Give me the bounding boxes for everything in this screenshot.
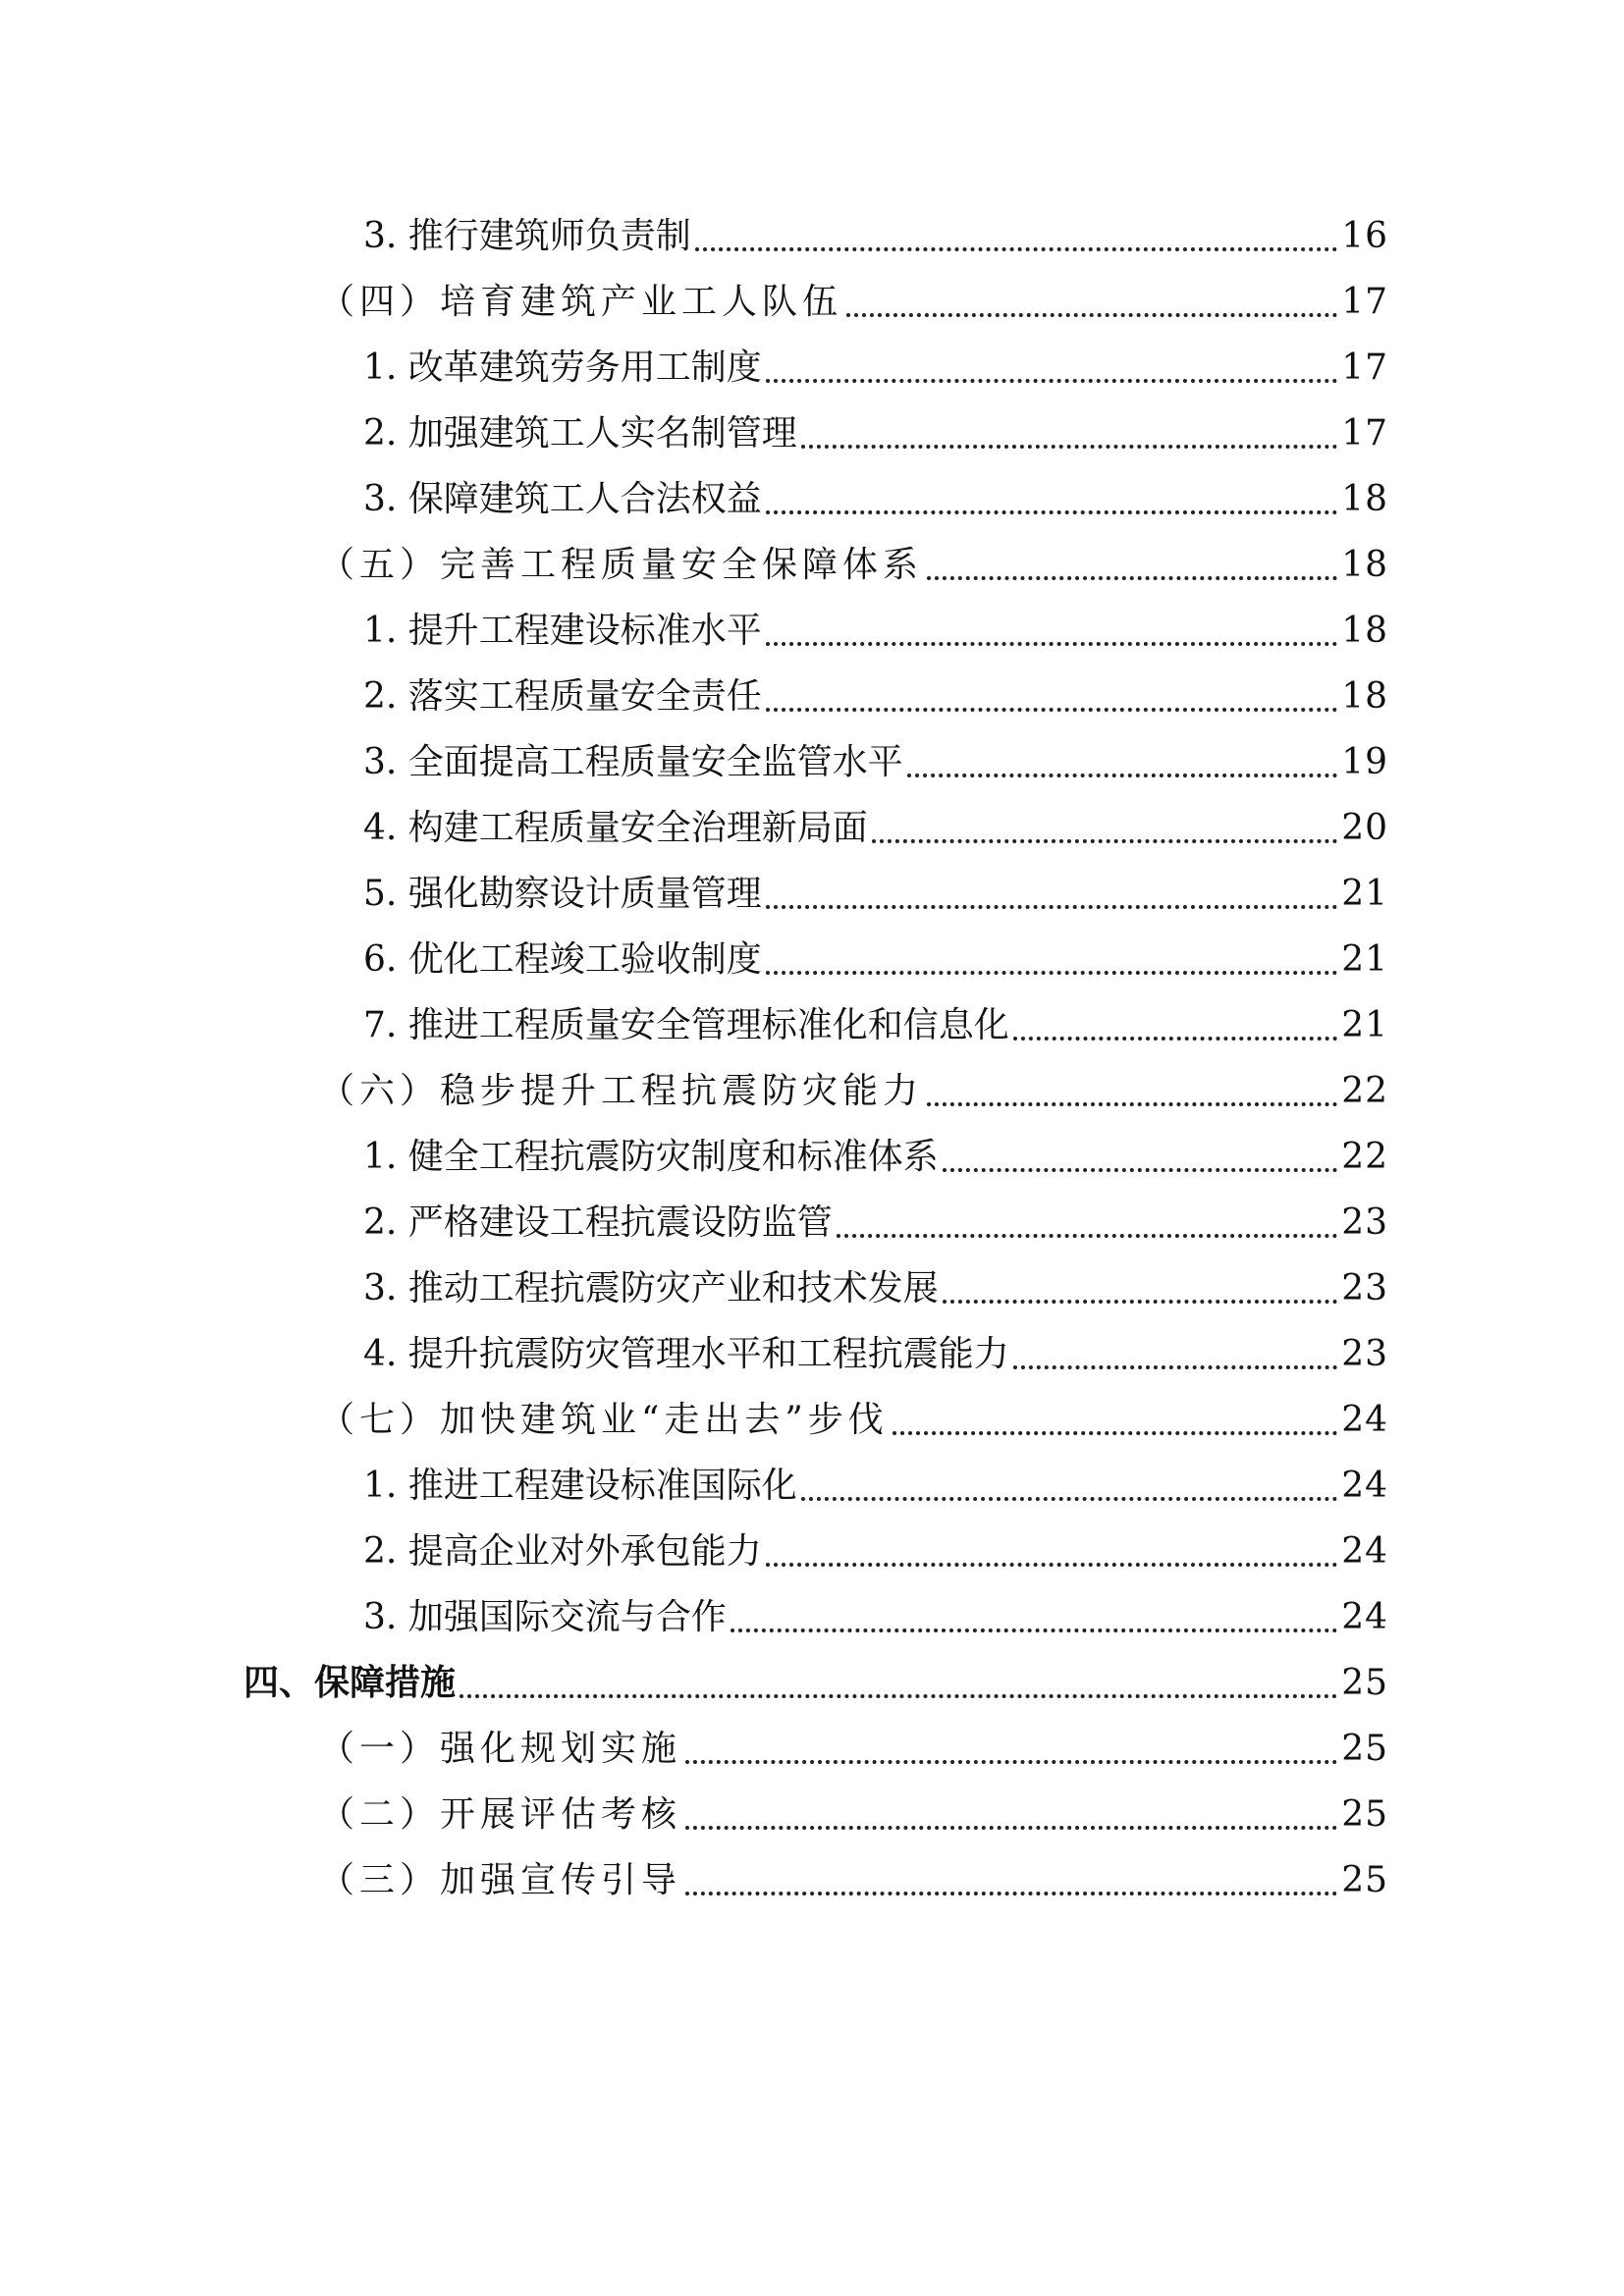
toc-page-number: 21 — [1341, 1005, 1388, 1045]
toc-entry-title: 1. 健全工程抗震防灾制度和标准体系 — [363, 1137, 939, 1177]
toc-leader-dots — [685, 1892, 1337, 1896]
toc-leader-dots — [766, 905, 1337, 909]
toc-leader-dots — [943, 1168, 1337, 1172]
toc-leader-dots — [766, 510, 1337, 514]
toc-page-number: 24 — [1341, 1597, 1388, 1637]
toc-entry-title: （四）培育建筑产业工人队伍 — [319, 282, 843, 322]
toc-entry-title: 6. 优化工程竣工验收制度 — [363, 939, 762, 980]
toc-entry-title: （七）加快建筑业“走出去”步伐 — [319, 1400, 889, 1440]
toc-page-number: 25 — [1341, 1794, 1388, 1835]
toc-page-number: 25 — [1341, 1860, 1388, 1900]
toc-entry-title: 7. 推进工程质量安全管理标准化和信息化 — [363, 1005, 1009, 1045]
toc-leader-dots — [695, 247, 1337, 251]
toc-page-number: 18 — [1341, 676, 1388, 717]
toc-entry-title: 2. 提高企业对外承包能力 — [363, 1531, 762, 1572]
toc-page-number: 24 — [1341, 1531, 1388, 1572]
toc-page-number: 18 — [1341, 611, 1388, 651]
toc-entry-title: 1. 改革建筑劳务用工制度 — [363, 347, 762, 388]
toc-entry — [319, 1845, 1388, 1904]
toc-page-number: 23 — [1341, 1334, 1388, 1374]
toc-leader-dots — [685, 1760, 1337, 1764]
toc-page-number: 17 — [1341, 347, 1388, 388]
toc-leader-dots — [927, 576, 1337, 580]
toc-leader-dots — [1013, 1037, 1337, 1041]
toc-entry-title: 1. 推进工程建设标准国际化 — [363, 1466, 797, 1506]
toc-page-number: 24 — [1341, 1400, 1388, 1440]
toc-entry-title: 四、保障措施 — [244, 1663, 457, 1703]
toc-entry-title: （五）完善工程质量安全保障体系 — [319, 545, 924, 585]
toc-page-number: 25 — [1341, 1663, 1388, 1703]
toc-entry-title: 4. 构建工程质量安全治理新局面 — [363, 808, 868, 848]
toc-entry — [363, 1319, 1388, 1378]
toc-entry-title: 3. 保障建筑工人合法权益 — [363, 479, 762, 519]
toc-entry-title: 3. 加强国际交流与合作 — [363, 1597, 727, 1637]
toc-page-number: 23 — [1341, 1202, 1388, 1243]
toc-entry — [363, 727, 1388, 786]
toc-leader-dots — [1013, 1365, 1337, 1369]
toc-leader-dots — [766, 971, 1337, 975]
toc-page-number: 18 — [1341, 545, 1388, 585]
toc-entry — [363, 1451, 1388, 1510]
toc-entry-title: 3. 推动工程抗震防灾产业和技术发展 — [363, 1268, 939, 1308]
toc-page-number: 21 — [1341, 874, 1388, 914]
toc-entry — [363, 662, 1388, 721]
toc-leader-dots — [893, 1431, 1337, 1435]
toc-entry — [319, 1385, 1388, 1444]
toc-entry — [363, 464, 1388, 523]
toc-entry — [363, 1254, 1388, 1312]
toc-entry — [363, 1517, 1388, 1575]
toc-page-number: 17 — [1341, 413, 1388, 454]
toc-entry — [363, 333, 1388, 392]
toc-page-number: 17 — [1341, 282, 1388, 322]
toc-leader-dots — [766, 642, 1337, 646]
toc-leader-dots — [766, 1563, 1337, 1567]
toc-page-number: 18 — [1341, 479, 1388, 519]
toc-leader-dots — [907, 774, 1337, 777]
toc-entry — [363, 399, 1388, 457]
toc-entry — [319, 1780, 1388, 1839]
toc-entry — [319, 1056, 1388, 1115]
toc-entry — [319, 1714, 1388, 1773]
toc-entry-title: 3. 全面提高工程质量安全监管水平 — [363, 742, 903, 782]
toc-entry — [363, 990, 1388, 1049]
toc-entry-title: 1. 提升工程建设标准水平 — [363, 611, 762, 651]
toc-entry-title: 2. 加强建筑工人实名制管理 — [363, 413, 797, 454]
toc-leader-dots — [837, 1234, 1337, 1238]
toc-entry — [319, 267, 1388, 326]
toc-leader-dots — [766, 379, 1337, 383]
toc-leader-dots — [801, 1497, 1337, 1501]
toc-entry-title: 5. 强化勘察设计质量管理 — [363, 874, 762, 914]
toc-leader-dots — [943, 1300, 1337, 1304]
toc-entry-title: 3. 推行建筑师负责制 — [363, 216, 691, 256]
toc-entry — [363, 925, 1388, 984]
toc-page-number: 22 — [1341, 1137, 1388, 1177]
toc-page-number: 21 — [1341, 939, 1388, 980]
toc-leader-dots — [460, 1694, 1337, 1698]
toc-entry — [363, 596, 1388, 655]
toc-leader-dots — [846, 313, 1337, 317]
toc-page-number: 24 — [1341, 1466, 1388, 1506]
toc-entry-title: （二）开展评估考核 — [319, 1794, 682, 1835]
toc-page-number: 23 — [1341, 1268, 1388, 1308]
toc-leader-dots — [872, 839, 1337, 843]
toc-leader-dots — [801, 445, 1337, 449]
toc-leader-dots — [685, 1826, 1337, 1830]
toc-page-number: 16 — [1341, 216, 1388, 256]
toc-entry — [363, 1122, 1388, 1181]
toc-page-number: 19 — [1341, 742, 1388, 782]
toc-leader-dots — [927, 1102, 1337, 1106]
toc-entry — [319, 530, 1388, 589]
toc-entry — [363, 1188, 1388, 1247]
toc-leader-dots — [766, 708, 1337, 712]
toc-entry-title: 2. 严格建设工程抗震设防监管 — [363, 1202, 833, 1243]
toc-entry — [363, 201, 1388, 260]
toc-entry-title: 4. 提升抗震防灾管理水平和工程抗震能力 — [363, 1334, 1009, 1374]
toc-entry-title: （三）加强宣传引导 — [319, 1860, 682, 1900]
toc-entry — [244, 1648, 1388, 1707]
toc-entry — [363, 793, 1388, 852]
toc-entry-title: （六）稳步提升工程抗震防灾能力 — [319, 1071, 924, 1111]
toc-page-number: 22 — [1341, 1071, 1388, 1111]
toc-entry — [363, 1582, 1388, 1641]
toc-leader-dots — [731, 1629, 1337, 1632]
toc-page-number: 25 — [1341, 1729, 1388, 1769]
toc-entry — [363, 859, 1388, 918]
toc-page-number: 20 — [1341, 808, 1388, 848]
toc-entry-title: （一）强化规划实施 — [319, 1729, 682, 1769]
toc-entry-title: 2. 落实工程质量安全责任 — [363, 676, 762, 717]
